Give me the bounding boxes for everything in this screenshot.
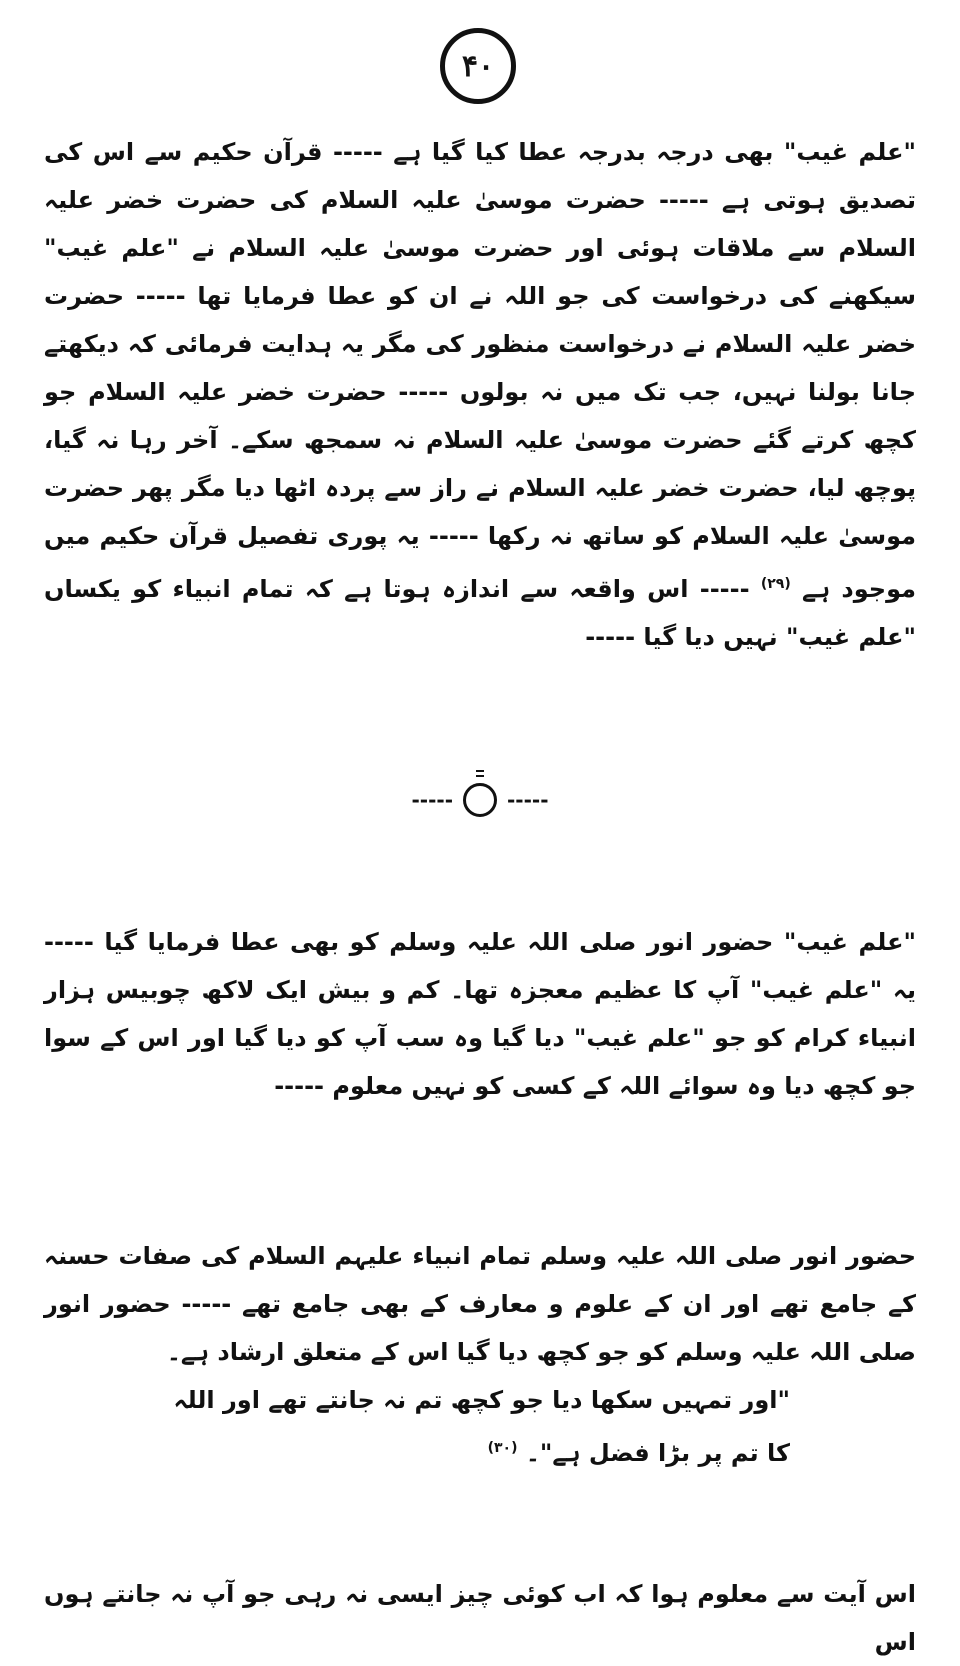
section-separator	[380, 770, 580, 830]
quranic-quote	[170, 1376, 790, 1477]
paragraph-1-text: "علم غیب" بھی درجہ بدرجہ عطا کیا گیا ہے ----- قرآن حکیم سے اس کی تصدیق ہوتی ہے ----- حضرت موسیٰ علیہ السلام کی حضرت خضر علیہ السلام سے ملاقات ہوئی اور حضرت موسیٰ علیہ السلام نے "علم غیب" سیکھنے کی درخواست کی جو اللہ نے ان کو عطا فرمایا تھا ----- حضرت خضر علیہ السلام نے درخواست منظور کی مگر یہ ہدایت فرمائی کہ دیکھتے جانا بولنا نہیں، جب تک میں نہ بولوں ----- حضرت خضر علیہ السلام جو کچھ کرتے گئے حضرت موسیٰ علیہ السلام نہ سمجھ سکے۔ آخر رہا نہ گیا، پوچھ لیا، حضرت خضر علیہ السلام نے راز سے پردہ اٹھا دیا مگر پھر حضرت موسیٰ علیہ السلام کو ساتھ نہ رکھا ----- یہ پوری تفصیل قرآن حکیم میں موجود ہے	[44, 138, 917, 603]
page-number: ۴۰	[440, 28, 516, 104]
separator-dashes-left: -----	[411, 788, 453, 812]
paragraph-1-tail: ----- اس واقعہ سے اندازہ ہوتا ہے کہ تمام انبیاء کو یکساں "علم غیب" نہیں دیا گیا -----	[44, 575, 916, 651]
separator-dashes-right: -----	[507, 788, 549, 812]
paragraph-khizr-story	[44, 128, 916, 661]
footnote-ref-29: (۲۹)	[760, 576, 791, 592]
paragraph-jami-sifat: حضور انور صلی اللہ علیہ وسلم تمام انبیاء علیہم السلام کی صفات حسنہ کے جامع تھے اور ان کے علوم و معارف کے بھی جامع تھے ----- حضور انور صلی اللہ علیہ وسلم کو جو کچھ دیا گیا اس کے متعلق ارشاد ہے۔	[44, 1242, 916, 1366]
paragraph-closing: اس آیت سے معلوم ہوا کہ اب کوئی چیز ایسی نہ رہی جو آپ نہ جانتے ہوں اس	[44, 1580, 916, 1656]
quote-text: "اور تمہیں سکھا دیا جو کچھ تم نہ جانتے تھے اور اللہ کا تم پر بڑا فضل ہے"۔	[173, 1386, 790, 1467]
footnote-ref-30: (۳۰)	[487, 1440, 518, 1456]
paragraph-ilm-ghaib-prophet: "علم غیب" حضور انور صلی اللہ علیہ وسلم کو بھی عطا فرمایا گیا ----- یہ "علم غیب" آپ کا عظیم معجزہ تھا۔ کم و بیش ایک لاکھ چوبیس ہزار انبیاء کرام کو جو "علم غیب" دیا گیا وہ سب آپ کو دیا گیا اور اس کے سوا جو کچھ دیا وہ سوائے اللہ کے کسی کو نہیں معلوم -----	[44, 928, 916, 1100]
separator-mark	[476, 770, 484, 777]
separator-circle-icon	[463, 783, 497, 817]
